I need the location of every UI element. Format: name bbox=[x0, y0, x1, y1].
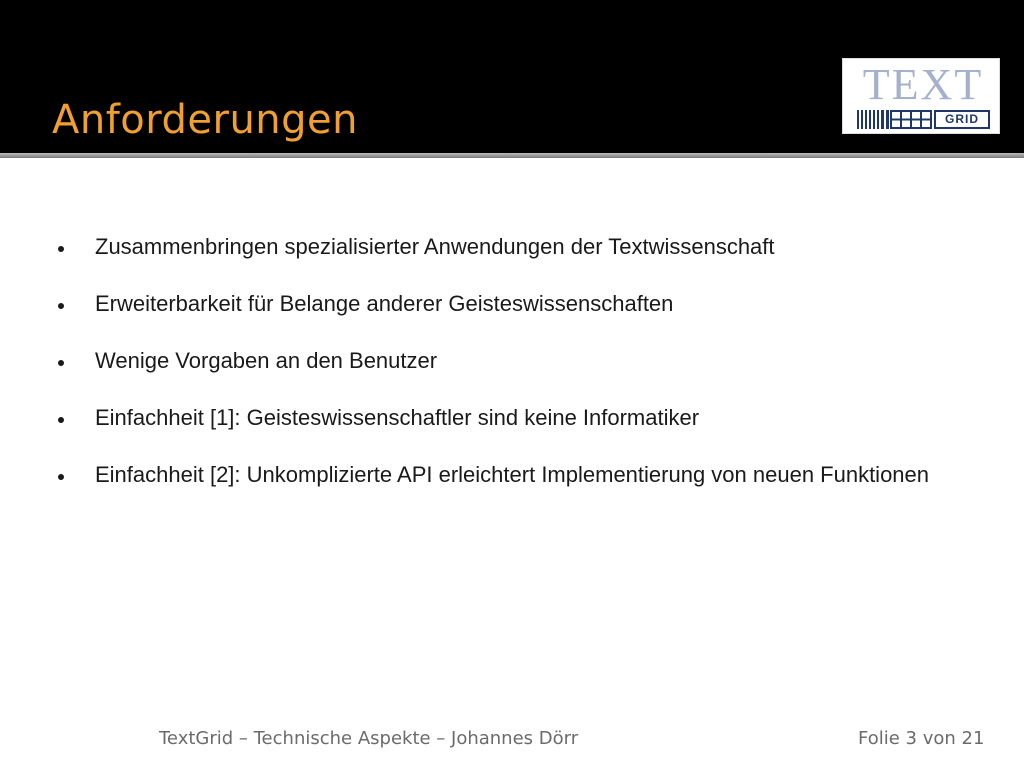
bullet-text: Erweiterbarkeit für Belange anderer Geisteswissenschaften bbox=[95, 291, 674, 316]
textgrid-logo bbox=[842, 58, 1000, 134]
footer-presentation-info: TextGrid – Technische Aspekte – Johannes Dörr bbox=[159, 728, 579, 749]
bullet-item bbox=[56, 397, 956, 439]
bullet-text: Zusammenbringen spezialisierter Anwendungen der Textwissenschaft bbox=[95, 234, 775, 259]
logo-bars-graphic bbox=[857, 110, 933, 129]
bullet-dot-icon bbox=[58, 246, 64, 252]
bullet-item bbox=[56, 454, 956, 496]
bullet-dot-icon bbox=[58, 360, 64, 366]
logo-subtext: GRID bbox=[934, 110, 990, 129]
slide-title: Anforderungen bbox=[52, 97, 359, 143]
bullet-item bbox=[56, 226, 956, 268]
logo-text: TEXT bbox=[862, 60, 984, 109]
bullet-dot-icon bbox=[58, 417, 64, 423]
bullet-text: Einfachheit [2]: Unkomplizierte API erleichtert Implementierung von neuen Funktionen bbox=[95, 462, 930, 487]
footer-page-number: Folie 3 von 21 bbox=[858, 728, 985, 749]
bullet-item bbox=[56, 340, 956, 382]
bullet-dot-icon bbox=[58, 474, 64, 480]
header-divider bbox=[0, 153, 1024, 158]
bullet-item bbox=[56, 283, 956, 325]
bullet-dot-icon bbox=[58, 303, 64, 309]
bullet-list bbox=[56, 226, 956, 511]
bullet-text: Einfachheit [1]: Geisteswissenschaftler sind keine Informatiker bbox=[95, 405, 700, 430]
bullet-text: Wenige Vorgaben an den Benutzer bbox=[95, 348, 438, 373]
